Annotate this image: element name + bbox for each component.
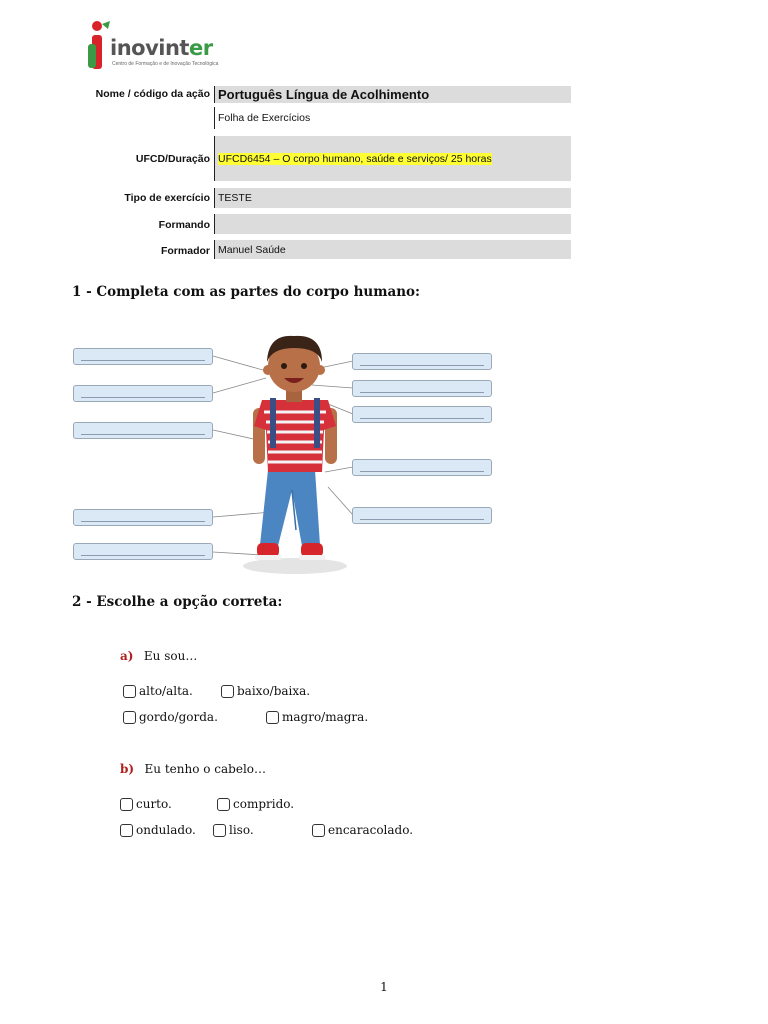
logo-wordmark: inovinter [110,36,213,60]
label-box-left-1[interactable] [73,348,213,365]
label-box-right-2[interactable] [352,380,492,397]
option-liso[interactable]: liso. [213,823,254,837]
question-a-letter: a) [120,649,134,663]
option-baixo[interactable]: baixo/baixa. [221,684,310,698]
label-box-right-5[interactable] [352,507,492,524]
option-ondulado[interactable]: ondulado. [120,823,196,837]
header-value-acao: Português Língua de Acolhimento [214,86,571,103]
label-box-left-5[interactable] [73,543,213,560]
label-box-right-4[interactable] [352,459,492,476]
header-label-acao: Nome / código da ação [95,88,210,100]
checkbox-icon[interactable] [312,824,325,837]
checkbox-icon[interactable] [123,685,136,698]
checkbox-icon[interactable] [120,798,133,811]
logo-subtitle: Centro de Formação e de Inovação Tecnológica [112,61,219,67]
option-magro[interactable]: magro/magra. [266,710,368,724]
section2-title: 2 - Escolhe a opção correta: [72,594,283,610]
label-box-left-2[interactable] [73,385,213,402]
header-label-tipo: Tipo de exercício [124,192,210,204]
label-box-right-3[interactable] [352,406,492,423]
boy-illustration [240,330,352,580]
checkbox-icon[interactable] [213,824,226,837]
header-label-formador: Formador [160,245,210,257]
option-gordo[interactable]: gordo/gorda. [123,710,218,724]
question-a [120,647,197,665]
question-a-prompt: Eu sou… [143,649,198,663]
header-value-formador: Manuel Saúde [214,240,571,259]
question-b-letter: b) [120,762,135,776]
label-box-right-1[interactable] [352,353,492,370]
header-value-folha: Folha de Exercícios [214,107,571,129]
option-encaracolado[interactable]: encaracolado. [312,823,413,837]
option-alto[interactable]: alto/alta. [123,684,193,698]
label-box-left-3[interactable] [73,422,213,439]
section1-title: 1 - Completa com as partes do corpo humano: [72,284,421,300]
header-value-ufcd: UFCD6454 – O corpo humano, saúde e serviços/ 25 horas [214,136,571,181]
question-b [120,760,266,778]
header-label-formando: Formando [158,219,210,231]
option-curto[interactable]: curto. [120,797,172,811]
option-comprido[interactable]: comprido. [217,797,294,811]
checkbox-icon[interactable] [123,711,136,724]
label-box-left-4[interactable] [73,509,213,526]
page-number: 1 [380,980,388,994]
checkbox-icon[interactable] [266,711,279,724]
header-label-ufcd: UFCD/Duração [135,153,210,165]
question-b-prompt: Eu tenho o cabelo… [144,762,267,776]
header-value-tipo: TESTE [214,188,571,208]
checkbox-icon[interactable] [221,685,234,698]
checkbox-icon[interactable] [120,824,133,837]
checkbox-icon[interactable] [217,798,230,811]
